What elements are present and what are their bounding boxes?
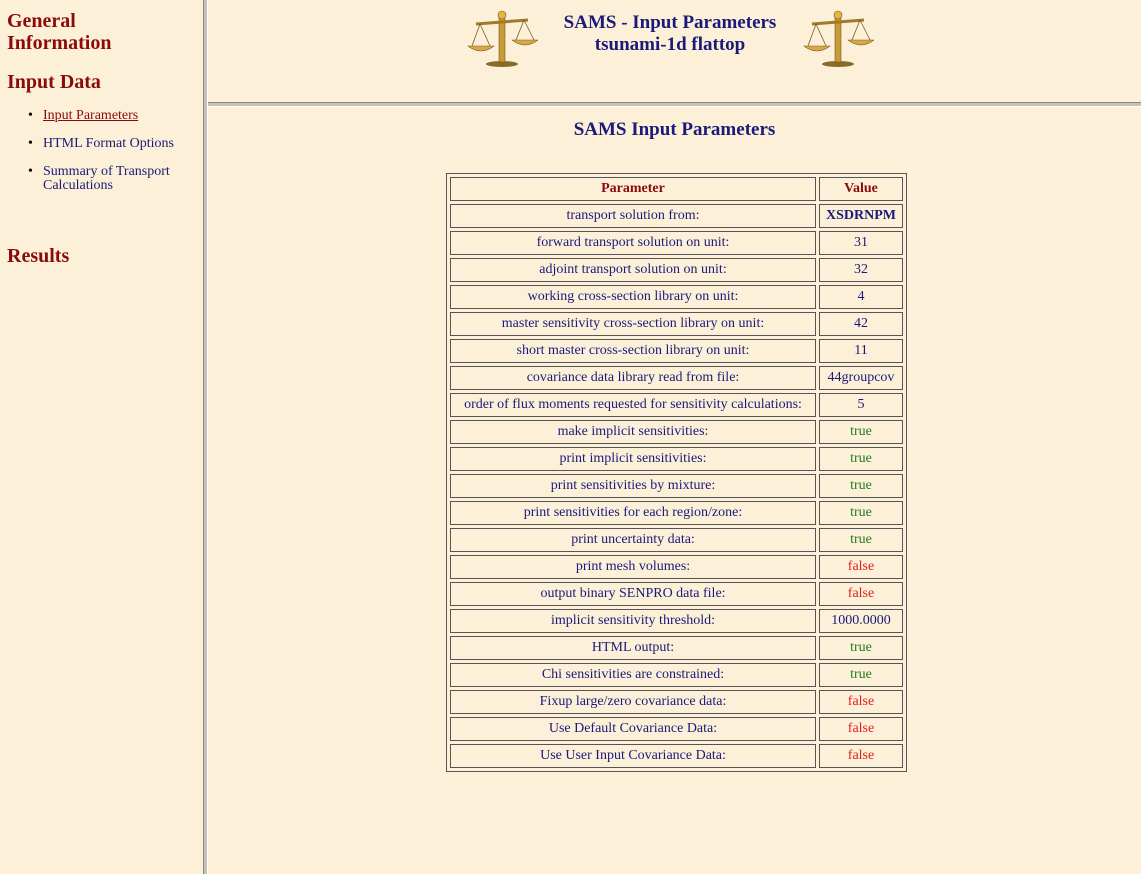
value-cell: 42 — [819, 312, 903, 336]
table-row — [450, 690, 903, 714]
value-cell: true — [819, 501, 903, 525]
parameter-cell: Use User Input Covariance Data: — [450, 744, 816, 768]
header-frame — [208, 0, 1141, 102]
parameter-cell: working cross-section library on unit: — [450, 285, 816, 309]
parameter-cell: Fixup large/zero covariance data: — [450, 690, 816, 714]
value-cell: true — [819, 447, 903, 471]
value-cell: 11 — [819, 339, 903, 363]
parameter-cell: print mesh volumes: — [450, 555, 816, 579]
section-title: SAMS Input Parameters — [573, 119, 776, 140]
value-cell: XSDRNPM — [819, 204, 903, 228]
page-title-line1: SAMS - Input Parameters — [563, 12, 777, 33]
table-row — [450, 204, 903, 228]
input-parameters-table — [446, 173, 907, 772]
table-row — [450, 366, 903, 390]
table-header-row — [450, 177, 903, 201]
table-row — [450, 528, 903, 552]
parameter-cell: HTML output: — [450, 636, 816, 660]
table-row — [450, 474, 903, 498]
value-cell: 1000.0000 — [819, 609, 903, 633]
value-cell: false — [819, 690, 903, 714]
table-row — [450, 231, 903, 255]
value-cell: 4 — [819, 285, 903, 309]
parameter-cell: covariance data library read from file: — [450, 366, 816, 390]
value-cell: true — [819, 636, 903, 660]
parameter-cell: make implicit sensitivities: — [450, 420, 816, 444]
parameter-cell: transport solution from: — [450, 204, 816, 228]
page-title — [538, 12, 802, 56]
parameter-cell: implicit sensitivity threshold: — [450, 609, 816, 633]
parameter-cell: Chi sensitivities are constrained: — [450, 663, 816, 687]
nav-item-input-parameters[interactable]: • Input Parameters — [0, 109, 193, 123]
value-cell: false — [819, 582, 903, 606]
value-cell: true — [819, 663, 903, 687]
table-row — [450, 339, 903, 363]
sidebar-frame — [0, 0, 203, 874]
nav-results[interactable]: Results — [7, 245, 70, 267]
table-row — [450, 501, 903, 525]
table-row — [450, 447, 903, 471]
scales-icon — [802, 8, 874, 68]
parameter-cell: master sensitivity cross-section library on unit: — [450, 312, 816, 336]
value-cell: 5 — [819, 393, 903, 417]
value-cell: false — [819, 717, 903, 741]
column-header-parameter: Parameter — [450, 177, 816, 201]
table-row — [450, 393, 903, 417]
table-body — [450, 204, 903, 768]
table-row — [450, 717, 903, 741]
value-cell: true — [819, 420, 903, 444]
parameter-cell: short master cross-section library on unit: — [450, 339, 816, 363]
parameter-cell: output binary SENPRO data file: — [450, 582, 816, 606]
page-title-line2: tsunami-1d flattop — [594, 34, 746, 55]
value-cell: true — [819, 528, 903, 552]
table-row — [450, 258, 903, 282]
parameter-cell: print sensitivities by mixture: — [450, 474, 816, 498]
table-row — [450, 609, 903, 633]
value-cell: true — [819, 474, 903, 498]
table-row — [450, 555, 903, 579]
input-data-nav-list — [0, 109, 193, 207]
table-row — [450, 636, 903, 660]
value-cell: false — [819, 744, 903, 768]
value-cell: 31 — [819, 231, 903, 255]
table-row — [450, 744, 903, 768]
parameter-cell: order of flux moments requested for sensitivity calculations: — [450, 393, 816, 417]
table-row — [450, 312, 903, 336]
parameter-cell: print implicit sensitivities: — [450, 447, 816, 471]
value-cell: 32 — [819, 258, 903, 282]
parameter-cell: adjoint transport solution on unit: — [450, 258, 816, 282]
table-row — [450, 420, 903, 444]
scales-icon — [466, 8, 538, 68]
nav-input-data[interactable]: Input Data — [7, 71, 101, 93]
parameter-cell: forward transport solution on unit: — [450, 231, 816, 255]
value-cell: 44groupcov — [819, 366, 903, 390]
nav-item-summary-transport-calculations[interactable]: • Summary of Transport Calculations — [0, 165, 193, 193]
nav-item-html-format-options[interactable]: • HTML Format Options — [0, 137, 193, 151]
value-cell: false — [819, 555, 903, 579]
table-row — [450, 663, 903, 687]
main-frame — [208, 107, 1141, 874]
table-row — [450, 582, 903, 606]
parameter-cell: Use Default Covariance Data: — [450, 717, 816, 741]
nav-general-information[interactable]: General Information — [7, 10, 112, 54]
table-row — [450, 285, 903, 309]
parameter-cell: print sensitivities for each region/zone: — [450, 501, 816, 525]
parameter-cell: print uncertainty data: — [450, 528, 816, 552]
column-header-value: Value — [819, 177, 903, 201]
